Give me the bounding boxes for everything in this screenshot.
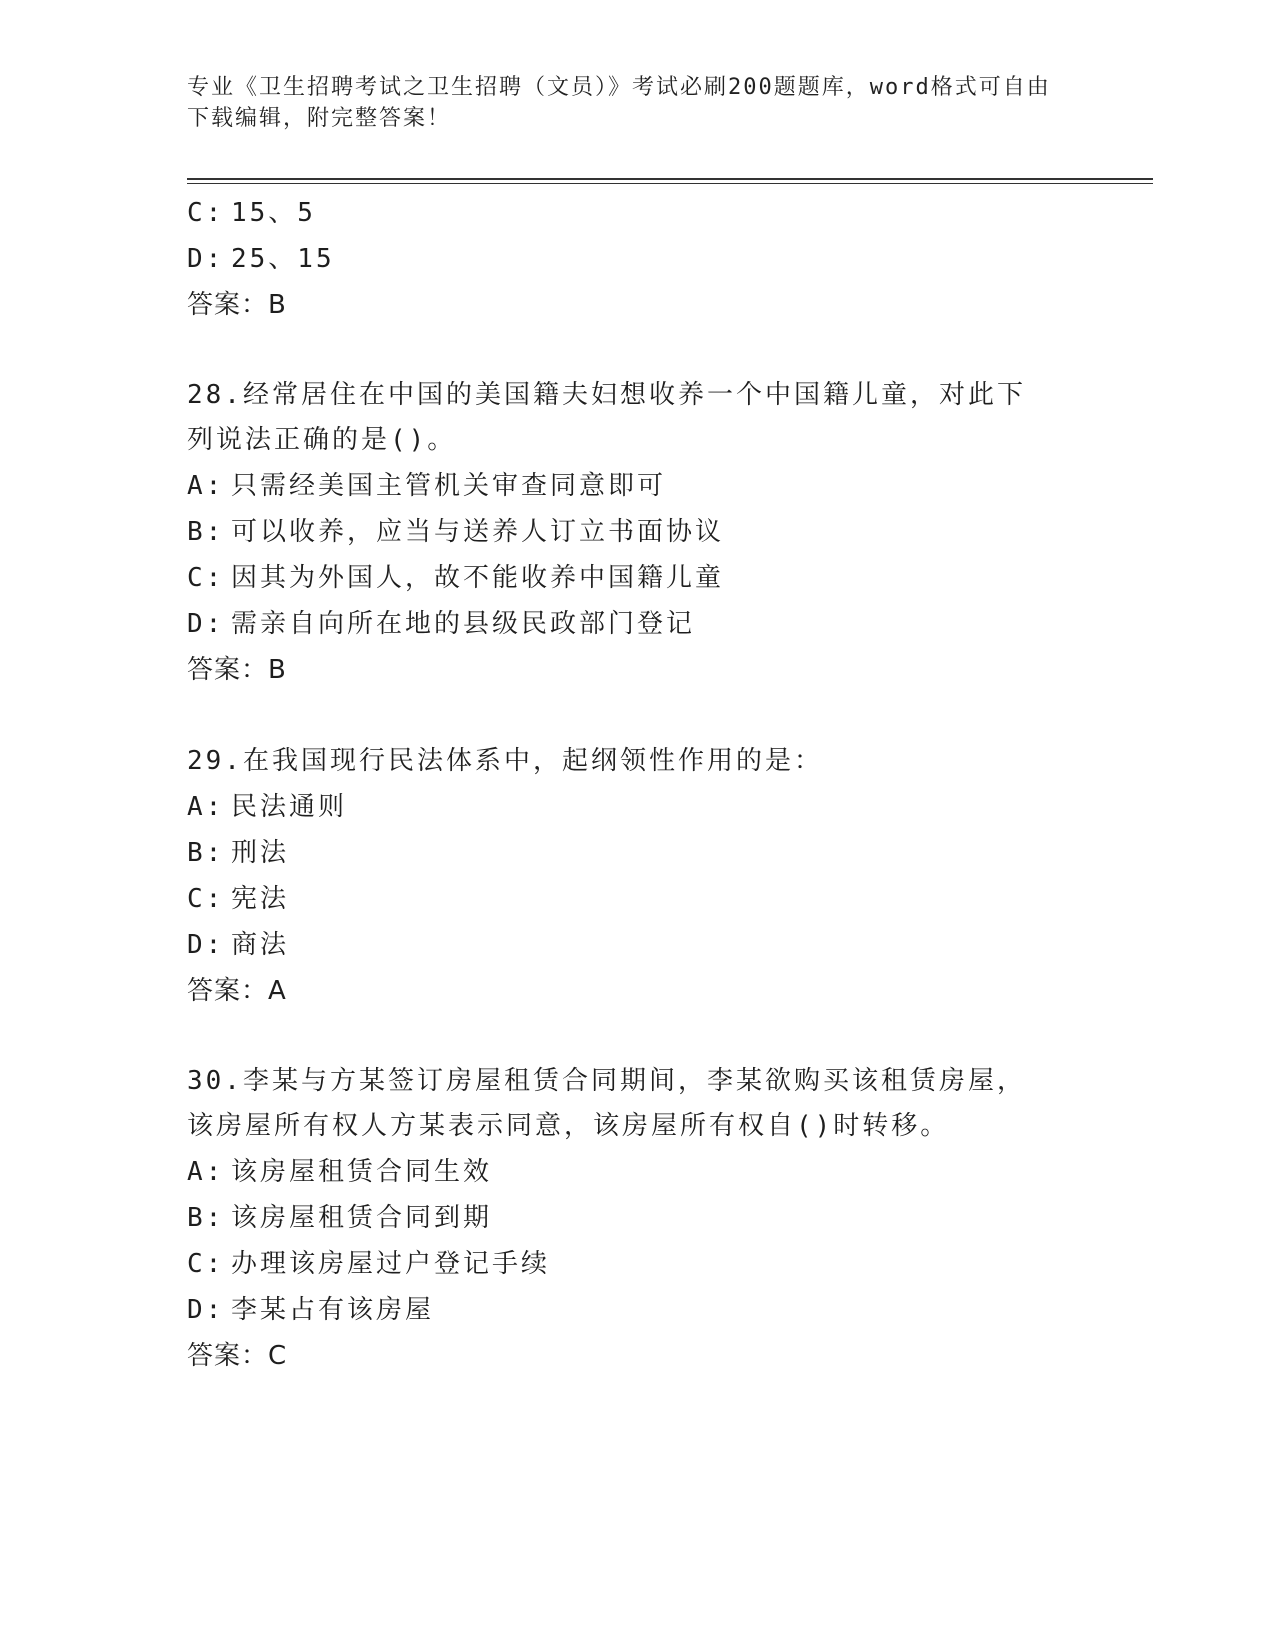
option-d [187, 1287, 1087, 1333]
option-text: 该房屋租赁合同到期 [231, 1203, 493, 1233]
header-rule-thick [187, 178, 1153, 180]
option-b [187, 509, 1087, 555]
option-c [187, 190, 1087, 236]
option-c [187, 876, 1087, 922]
option-key: C: [187, 1249, 225, 1279]
option-text: 因其为外国人，故不能收养中国籍儿童 [231, 563, 725, 593]
option-text: 需亲自向所在地的县级民政部门登记 [231, 609, 696, 639]
header-rule-thin [187, 183, 1153, 184]
question-stem: 30.李某与方某签订房屋租赁合同期间，李某欲购买该租赁房屋，该房屋所有权人方某表示同意，该房屋所有权自()时转移。 [187, 1066, 1026, 1141]
option-c [187, 1241, 1087, 1287]
option-key: B: [187, 1203, 225, 1233]
option-key: A: [187, 792, 225, 822]
option-d [187, 922, 1087, 968]
option-text: 宪法 [231, 884, 290, 914]
spacer [187, 693, 1087, 738]
answer-line: 答案：C [187, 1341, 288, 1371]
option-text: 民法通则 [231, 792, 348, 822]
option-a [187, 784, 1087, 830]
option-key: D: [187, 244, 225, 274]
option-text: 商法 [231, 930, 290, 960]
option-text: 该房屋租赁合同生效 [231, 1157, 493, 1187]
answer-line: 答案：A [187, 976, 287, 1006]
option-key: B: [187, 838, 225, 868]
question-stem: 29.在我国现行民法体系中，起纲领性作用的是： [187, 746, 823, 776]
option-key: A: [187, 1157, 225, 1187]
answer-line: 答案：B [187, 655, 287, 685]
question-28 [187, 373, 1087, 693]
option-d [187, 236, 1087, 282]
option-key: C: [187, 198, 225, 228]
question-30 [187, 1059, 1087, 1379]
spacer [187, 1014, 1087, 1059]
option-text: 李某占有该房屋 [231, 1295, 435, 1325]
option-text: 可以收养，应当与送养人订立书面协议 [231, 517, 725, 547]
option-text: 刑法 [231, 838, 290, 868]
question-list [187, 190, 1087, 1379]
option-key: D: [187, 930, 225, 960]
option-key: C: [187, 563, 225, 593]
option-key: A: [187, 471, 225, 501]
option-text: 15、5 [231, 198, 316, 228]
document-header: 专业《卫生招聘考试之卫生招聘（文员）》考试必刷200题题库，word格式可自由下载编辑，附完整答案！ [187, 75, 1051, 131]
option-key: B: [187, 517, 225, 547]
answer-line: 答案：B [187, 290, 287, 320]
question-29 [187, 738, 1087, 1014]
question-partial [187, 190, 1087, 328]
option-d [187, 601, 1087, 647]
option-key: D: [187, 1295, 225, 1325]
option-key: C: [187, 884, 225, 914]
option-a [187, 1149, 1087, 1195]
option-a [187, 463, 1087, 509]
option-text: 办理该房屋过户登记手续 [231, 1249, 551, 1279]
option-b [187, 830, 1087, 876]
spacer [187, 328, 1087, 373]
option-b [187, 1195, 1087, 1241]
option-text: 只需经美国主管机关审查同意即可 [231, 471, 667, 501]
question-stem: 28.经常居住在中国的美国籍夫妇想收养一个中国籍儿童，对此下列说法正确的是()。 [187, 380, 1026, 455]
option-c [187, 555, 1087, 601]
option-text: 25、15 [231, 244, 335, 274]
option-key: D: [187, 609, 225, 639]
